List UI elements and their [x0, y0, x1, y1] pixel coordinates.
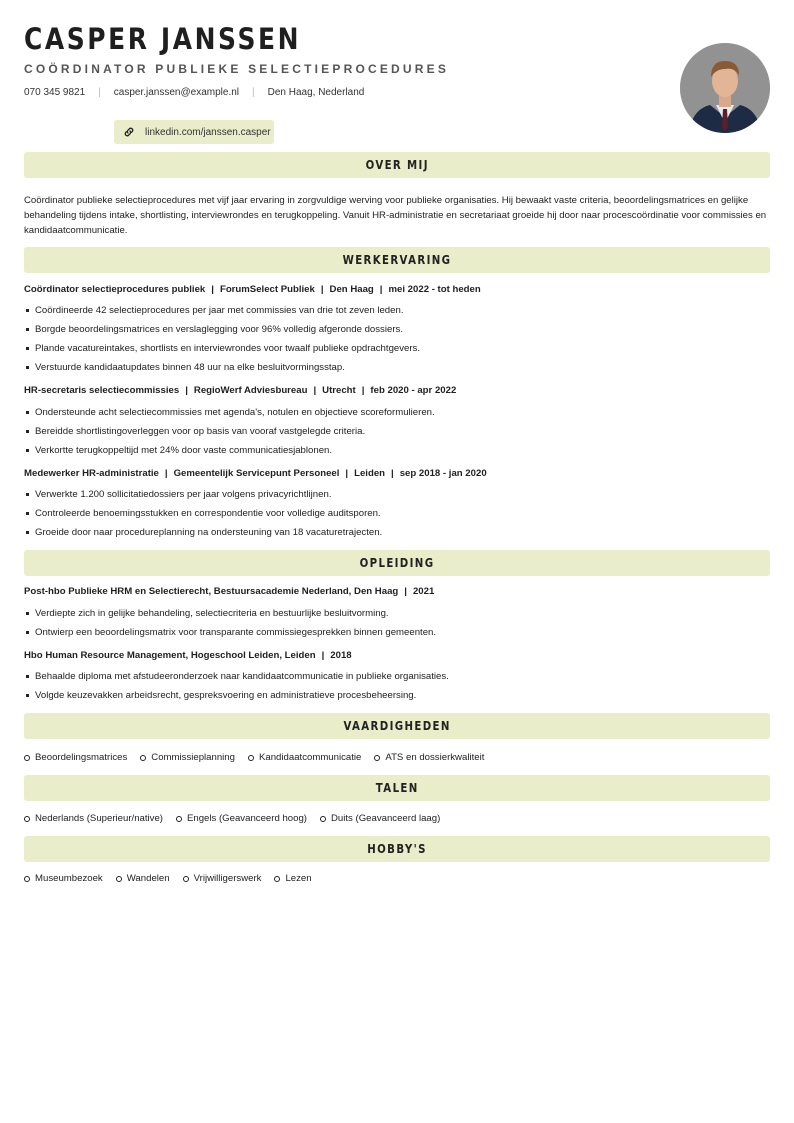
list-item: Verwerkte 1.200 sollicitatiedossiers per jaar volgens privacyrichtlijnen. — [24, 489, 331, 500]
job-heading: Coördinator selectieprocedures publiek | ForumSelect Publiek | Den Haag | mei 2022 - tot heden — [24, 284, 481, 295]
job-city: Utrecht — [322, 385, 356, 396]
education-degree: Post-hbo Publieke HRM en Selectierecht, Bestuursacademie Nederland, Den Haag — [24, 586, 399, 597]
list-item: Ontwierp een beoordelingsmatrix voor transparante commissiegesprekken binnen gemeenten. — [24, 627, 436, 638]
job-title: HR-secretaris selectiecommissies — [24, 385, 180, 396]
hobby-item: Museumbezoek — [24, 873, 103, 884]
education-heading: Hbo Human Resource Management, Hogeschool Leiden, Leiden | 2018 — [24, 650, 352, 661]
section-title: TALEN — [375, 781, 419, 795]
language-item: Engels (Geavanceerd hoog) — [176, 813, 307, 824]
job-company: ForumSelect Publiek — [219, 284, 315, 295]
email-address[interactable]: casper.janssen@example.nl — [113, 87, 240, 98]
language-item: Duits (Geavanceerd laag) — [320, 813, 440, 824]
linkedin-link[interactable] — [114, 120, 274, 144]
hobby-item: Vrijwilligerswerk — [183, 873, 262, 884]
job-company: Gemeentelijk Servicepunt Personeel — [173, 468, 340, 479]
phone-number: 070 345 9821 — [24, 87, 86, 98]
language-item: Nederlands (Superieur/native) — [24, 813, 163, 824]
skills-list — [24, 752, 497, 763]
section-title: WERKERVARING — [342, 253, 452, 267]
hobby-item: Lezen — [274, 873, 311, 884]
contact-separator: | — [98, 87, 101, 98]
job-city: Leiden — [354, 468, 386, 479]
job-title: Coördinator selectieprocedures publiek — [24, 284, 206, 295]
list-item: Coördineerde 42 selectieprocedures per jaar met commissies van drie tot zeven leden. — [24, 305, 403, 316]
link-icon — [123, 126, 135, 138]
section-title: OVER MIJ — [365, 158, 429, 172]
list-item: Plande vacatureintakes, shortlists en interviewrondes voor twaalf publieke opdrachtgevers. — [24, 343, 420, 354]
job-dates: feb 2020 - apr 2022 — [370, 385, 457, 396]
education-degree: Hbo Human Resource Management, Hogeschool Leiden, Leiden — [24, 650, 316, 661]
section-header-about — [24, 152, 770, 178]
education-year: 2018 — [330, 650, 352, 661]
candidate-role: COÖRDINATOR PUBLIEKE SELECTIEPROCEDURES — [24, 62, 450, 76]
section-title: OPLEIDING — [359, 556, 435, 570]
contact-line — [24, 87, 364, 98]
list-item: Ondersteunde acht selectiecommissies met agenda's, notulen en objectieve scoreformulieren. — [24, 407, 435, 418]
list-item: Verkortte terugkoppeltijd met 24% door vaste communicatiesjablonen. — [24, 445, 332, 456]
skill-item: ATS en dossierkwaliteit — [374, 752, 484, 763]
section-header-education — [24, 550, 770, 576]
section-header-experience — [24, 247, 770, 273]
list-item: Verdiepte zich in gelijke behandeling, selectiecriteria en bestuurlijke besluitvorming. — [24, 608, 389, 619]
job-dates: mei 2022 - tot heden — [388, 284, 481, 295]
list-item: Verstuurde kandidaatupdates binnen 48 uur na elke besluitvormingsstap. — [24, 362, 345, 373]
skill-item: Kandidaatcommunicatie — [248, 752, 361, 763]
list-item: Volgde keuzevakken arbeidsrecht, gespreksvoering en administratieve procesbeheersing. — [24, 690, 416, 701]
list-item: Borgde beoordelingsmatrices en verslaglegging voor 96% volledig afgeronde dossiers. — [24, 324, 403, 335]
section-header-skills — [24, 713, 770, 739]
profile-photo — [680, 43, 770, 133]
section-title: VAARDIGHEDEN — [343, 719, 451, 733]
linkedin-url: linkedin.com/janssen.casper — [145, 126, 271, 138]
list-item: Bereidde shortlistingoverleggen voor op basis van vooraf vastgelegde criteria. — [24, 426, 365, 437]
hobby-item: Wandelen — [116, 873, 170, 884]
job-title: Medewerker HR-administratie — [24, 468, 159, 479]
job-heading: HR-secretaris selectiecommissies | RegioWerf Adviesbureau | Utrecht | feb 2020 - apr 2022 — [24, 385, 457, 396]
skill-item: Beoordelingsmatrices — [24, 752, 127, 763]
job-city: Den Haag — [329, 284, 374, 295]
education-year: 2021 — [412, 586, 435, 597]
section-header-languages — [24, 775, 770, 801]
job-company: RegioWerf Adviesbureau — [193, 385, 308, 396]
location: Den Haag, Nederland — [267, 87, 365, 98]
candidate-name: CASPER JANSSEN — [24, 22, 302, 56]
list-item: Controleerde benoemingsstukken en correspondentie voor volledige auditsporen. — [24, 508, 381, 519]
hobbies-list — [24, 873, 325, 884]
job-heading: Medewerker HR-administratie | Gemeentelijk Servicepunt Personeel | Leiden | sep 2018 - jan 2020 — [24, 468, 487, 479]
list-item: Behaalde diploma met afstudeeronderzoek naar kandidaatcommunicatie in publieke organisaties. — [24, 671, 449, 682]
about-text: Coördinator publieke selectieprocedures met vijf jaar ervaring in zorgvuldige werving voor publieke organisaties. Hij bewaakt vaste criteria, beoordelingsmatrices en gelijke behandeling tijdens intake, shortlisting, interviewrondes en terugkoppeling. Vanuit HR-administratie en secretariaat groeide hij door naar procescoördinatie voor commissies en kandidaatcommunicatie. — [24, 195, 767, 236]
contact-separator: | — [252, 87, 255, 98]
languages-list — [24, 813, 453, 824]
list-item: Groeide door naar procedureplanning na ondersteuning van 18 vacaturetrajecten. — [24, 527, 382, 538]
section-title: HOBBY'S — [367, 842, 427, 856]
section-header-hobbies — [24, 836, 770, 862]
skill-item: Commissieplanning — [140, 752, 235, 763]
education-heading: Post-hbo Publieke HRM en Selectierecht, Bestuursacademie Nederland, Den Haag | 2021 — [24, 586, 435, 597]
job-dates: sep 2018 - jan 2020 — [399, 468, 487, 479]
profile-portrait-icon — [680, 43, 770, 133]
